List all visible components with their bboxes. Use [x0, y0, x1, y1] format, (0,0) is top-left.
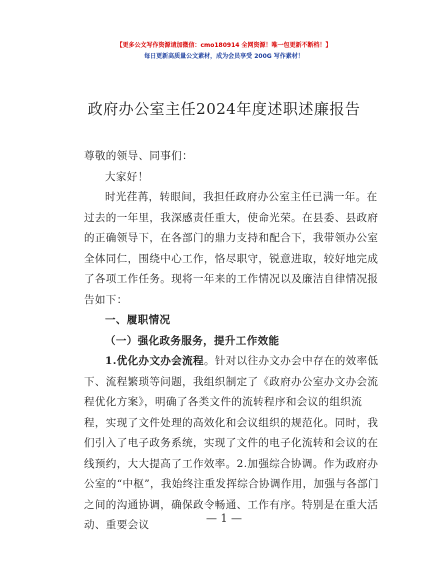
intro-paragraph: 时光荏苒，转眼间，我担任政府办公室主任已满一年。在过去的一年里，我深感责任重大，使命光荣。在县委、县政府的正确领导下，在各部门的鼎力支持和配合下，我带领办公室全体同仁，围绕中心工作，恪尽职守，锐意进取，较好地完成了各项工作任务。现将一年来的工作情况以及廉洁自律情况报告如下： [84, 191, 379, 306]
promo-banner-blue: 每日更新高质量公文素材，成为会员享受 200G 写作素材！ [144, 53, 304, 60]
section-heading: 一、履职情况 [105, 314, 171, 326]
item2-body: 。作为政府办公室的“中枢”，我始终注重发挥综合协调作用，加强与各部门之间的沟通协调，确保政令畅通、工作有序。特别是在重大活动、重要会议 [84, 457, 379, 531]
document-title: 政府办公室主任2024年度述职述廉报告 [87, 100, 361, 118]
item1-body: 。针对以往办文办会中存在的效率低下、流程繁琐等问题，我组织制定了《政府办公室办文办会流程优化方案》，明确了各类文件的流转程序和会议的组织流程，实现了文件处理的高效化和会议组织的规范化。同时，我们引入了电子政务系统，实现了文件的电子化流转和会议的在线预约，大大提高了工作效率。 [84, 355, 379, 470]
greeting: 大家好！ [105, 170, 149, 183]
document-body [84, 146, 379, 536]
item-paragraph [84, 351, 379, 536]
promo-banner-red: 【更多公文写作资源请加微信：cmo180914 全网资源！唯一包更新不断档！】 [116, 42, 332, 49]
item1-title: 1.优化办文办会流程 [105, 355, 204, 367]
item2-title: 2.加强综合协调 [236, 457, 313, 470]
salutation: 尊敬的领导、同事们： [84, 150, 193, 162]
page-number: — 1 — [206, 512, 242, 525]
subsection-heading: （一）强化政务服务，提升工作效能 [105, 334, 280, 347]
